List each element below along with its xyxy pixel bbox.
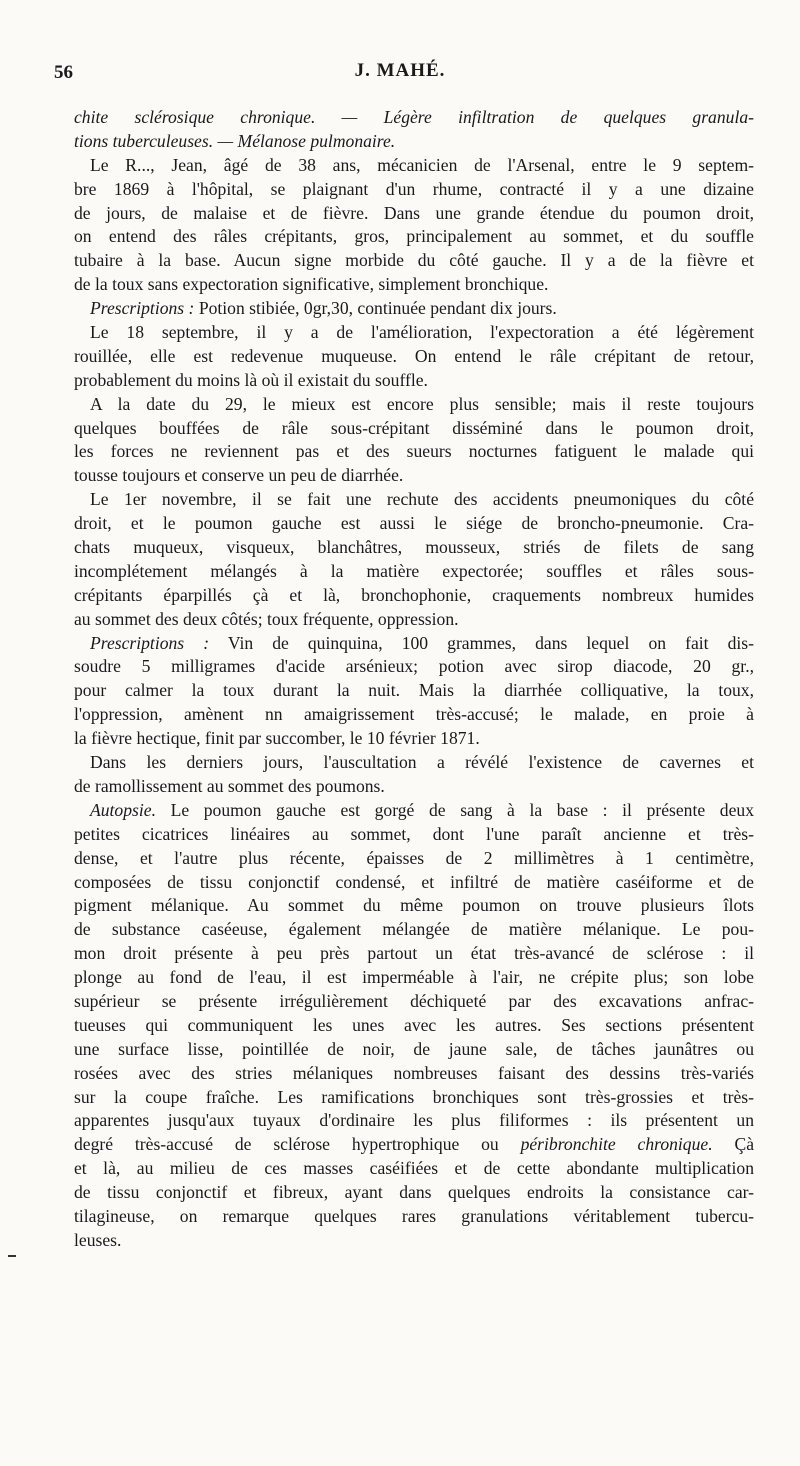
text-line [74, 488, 754, 512]
text-line [74, 297, 754, 321]
text-segment: Potion stibiée, 0gr,30, continuée pendant dix jours. [194, 298, 557, 319]
text-line [74, 1133, 754, 1157]
text-line [74, 130, 754, 154]
text-line [74, 823, 754, 847]
text-line [74, 1229, 754, 1253]
text-segment: mon droit présente à peu près partout un état très-avancé de sclérose : il [74, 943, 754, 964]
text-line [74, 871, 754, 895]
text-line [74, 345, 754, 369]
text-segment: tueuses qui communiquent les unes avec les autres. Ses sections présentent [74, 1014, 754, 1035]
text-line [74, 1086, 754, 1110]
text-line [74, 1014, 754, 1038]
text-segment: rosées avec des stries mélaniques nombreuses faisant des dessins très-variés [74, 1062, 754, 1083]
text-segment: A la date du 29, le mieux est encore plus sensible; mais il reste toujours [90, 393, 754, 414]
text-line [74, 847, 754, 871]
text-line [74, 1038, 754, 1062]
text-segment: on entend des râles crépitants, gros, principalement au sommet, et du souffle [74, 226, 754, 247]
text-segment: dense, et l'autre plus récente, épaisses de 2 millimètres à 1 centimètre, [74, 847, 754, 868]
text-segment: au sommet des deux côtés; toux fréquente, oppression. [74, 608, 459, 629]
text-line [74, 393, 754, 417]
text-segment: la fièvre hectique, finit par succomber, le 10 février 1871. [74, 728, 480, 749]
text-line [74, 512, 754, 536]
text-line [74, 1062, 754, 1086]
text-segment: composées de tissu conjonctif condensé, et infiltré de matière caséiforme et de [74, 871, 754, 892]
text-line [74, 321, 754, 345]
text-segment: Légère infiltration de quelques granula- [383, 107, 754, 127]
text-segment: probablement du moins là où il existait du souffle. [74, 369, 428, 390]
text-segment: degré très-accusé de sclérose hypertrophique ou [74, 1134, 521, 1155]
text-line [74, 990, 754, 1014]
text-segment: tubaire à la base. Aucun signe morbide du côté gauche. Il y a de la fièvre et [74, 250, 754, 271]
text-segment: sur la coupe fraîche. Les ramifications bronchiques sont très-grossies et très- [74, 1086, 754, 1107]
text-segment: de jours, de malaise et de fièvre. Dans une grande étendue du poumon droit, [74, 202, 754, 223]
text-segment: plonge au fond de l'eau, il est imperméable à l'air, ne crépite plus; son lobe [74, 967, 754, 988]
page-number: 56 [54, 62, 73, 83]
text-line [74, 417, 754, 441]
text-line [74, 273, 754, 297]
text-segment: Vin de quinquina, 100 grammes, dans lequel on fait dis- [209, 632, 754, 653]
text-line [74, 202, 754, 226]
text-segment: rouillée, elle est redevenue muqueuse. On entend le râle crépitant de retour, [74, 345, 754, 366]
text-segment: tions tuberculeuses. — Mélanose pulmonaire. [74, 130, 396, 151]
text-line [74, 440, 754, 464]
text-segment: péribronchite chronique. [520, 1134, 713, 1155]
text-segment: Dans les derniers jours, l'auscultation a révélé l'existence de cavernes et [90, 752, 754, 773]
page-header [44, 58, 756, 88]
running-title: J. MAHÉ. [354, 60, 446, 81]
text-line [74, 799, 754, 823]
text-line [74, 154, 754, 178]
text-segment: leuses. [74, 1229, 122, 1250]
text-line [74, 679, 754, 703]
text-segment: une surface lisse, pointillée de noir, de jaune sale, de tâches jaunâtres ou [74, 1038, 754, 1059]
text-segment: bre 1869 à l'hôpital, se plaignant d'un rhume, contracté il y a une dizaine [74, 178, 754, 199]
text-line [74, 1181, 754, 1205]
text-line [74, 178, 754, 202]
text-line [74, 1157, 754, 1181]
margin-mark [8, 1255, 16, 1257]
text-segment: Prescriptions : [90, 632, 210, 653]
text-line [74, 369, 754, 393]
text-segment: soudre 5 milligrames d'acide arsénieux; potion avec sirop diacode, 20 gr., [74, 656, 754, 677]
text-line [74, 560, 754, 584]
text-line [74, 966, 754, 990]
text-segment: Le 18 septembre, il y a de l'amélioration, l'expectoration a été légèrement [90, 322, 754, 343]
text-segment: chite sclérosique chronique. — [74, 107, 384, 127]
text-segment: l'oppression, amènent nn amaigrissement très-accusé; le malade, en proie à [74, 704, 754, 725]
text-line [74, 632, 754, 656]
body-text [74, 106, 754, 1253]
text-segment: Le 1er novembre, il se fait une rechute des accidents pneumoniques du côté [90, 489, 754, 510]
text-line [74, 703, 754, 727]
text-segment: tousse toujours et conserve un peu de diarrhée. [74, 465, 404, 486]
text-segment: quelques bouffées de râle sous-crépitant disséminé dans le poumon droit, [74, 417, 754, 438]
text-line [74, 775, 754, 799]
text-line [74, 106, 754, 130]
text-segment: Prescriptions : [90, 298, 195, 319]
text-line [74, 751, 754, 775]
text-line [74, 1109, 754, 1133]
text-segment: droit, et le poumon gauche est aussi le siége de broncho-pneumonie. Cra- [74, 513, 754, 534]
text-line [74, 727, 754, 751]
text-segment: de la toux sans expectoration significative, simplement bronchique. [74, 274, 549, 295]
text-line [74, 1205, 754, 1229]
text-line [74, 249, 754, 273]
text-segment: de ramollissement au sommet des poumons. [74, 775, 385, 796]
text-segment: Le R..., Jean, âgé de 38 ans, mécanicien de l'Arsenal, entre le 9 septem- [90, 154, 754, 175]
text-segment: incomplétement mélangés à la matière expectorée; souffles et râles sous- [74, 560, 754, 581]
text-line [74, 225, 754, 249]
text-segment: pigment mélanique. Au sommet du même poumon on trouve plusieurs îlots [74, 895, 754, 916]
text-segment: petites cicatrices linéaires au sommet, dont l'une paraît ancienne et très- [74, 823, 754, 844]
text-segment: Çà [712, 1134, 754, 1155]
text-segment: apparentes jusqu'aux tuyaux d'ordinaire les plus filiformes : ils présentent un [74, 1110, 754, 1131]
text-segment: chats muqueux, visqueux, blanchâtres, mousseux, striés de filets de sang [74, 537, 754, 558]
text-line [74, 464, 754, 488]
text-segment: Le poumon gauche est gorgé de sang à la base : il présente deux [155, 799, 754, 820]
text-segment: de tissu conjonctif et fibreux, ayant dans quelques endroits la consistance car- [74, 1182, 754, 1203]
text-line [74, 536, 754, 560]
text-line [74, 655, 754, 679]
text-line [74, 942, 754, 966]
text-segment: supérieur se présente irrégulièrement déchiqueté par des excavations anfrac- [74, 990, 754, 1011]
text-segment: pour calmer la toux durant la nuit. Mais la diarrhée colliquative, la toux, [74, 680, 754, 701]
text-segment: de substance caséeuse, également mélangée de matière mélanique. Le pou- [74, 919, 754, 940]
text-segment: et là, au milieu de ces masses caséifiées et de cette abondante multiplication [74, 1158, 754, 1179]
text-segment: tilagineuse, on remarque quelques rares granulations véritablement tubercu- [74, 1205, 754, 1226]
text-line [74, 894, 754, 918]
text-line [74, 608, 754, 632]
text-segment: les forces ne reviennent pas et des sueurs nocturnes fatiguent le malade qui [74, 441, 754, 462]
text-segment: crépitants éparpillés çà et là, bronchophonie, craquements nombreux humides [74, 584, 754, 605]
text-line [74, 584, 754, 608]
text-line [74, 918, 754, 942]
text-segment: Autopsie. [90, 799, 156, 820]
